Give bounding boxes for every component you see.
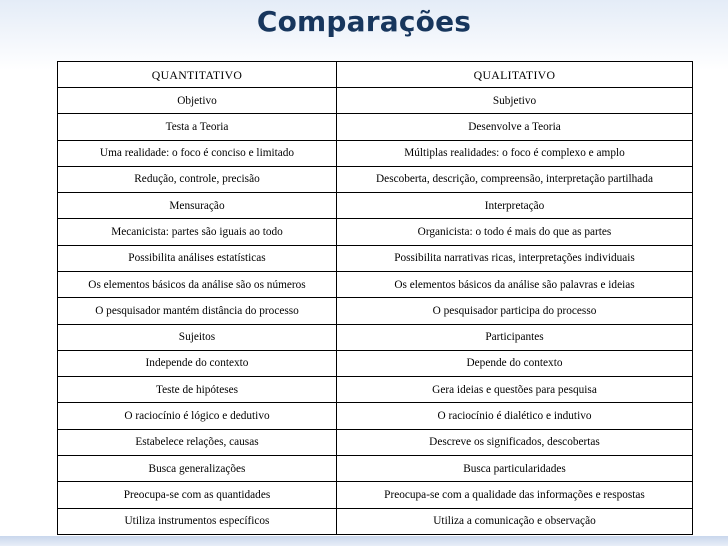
cell-quantitativo: Utiliza instrumentos específicos: [58, 508, 337, 535]
table-header-row: [58, 62, 693, 88]
cell-qualitativo: Depende do contexto: [337, 350, 693, 376]
cell-quantitativo: Teste de hipóteses: [58, 377, 337, 403]
cell-quantitativo: Uma realidade: o foco é conciso e limitado: [58, 140, 337, 166]
table-row: [58, 324, 693, 350]
cell-qualitativo: Organicista: o todo é mais do que as partes: [337, 219, 693, 245]
table-row: [58, 166, 693, 192]
cell-qualitativo: Gera ideias e questões para pesquisa: [337, 377, 693, 403]
header-qualitativo: QUALITATIVO: [337, 62, 693, 88]
cell-qualitativo: Interpretação: [337, 193, 693, 219]
table-row: [58, 403, 693, 429]
header-quantitativo: QUANTITATIVO: [58, 62, 337, 88]
cell-qualitativo: Os elementos básicos da análise são palavras e ideias: [337, 271, 693, 297]
table-row: [58, 350, 693, 376]
cell-quantitativo: Redução, controle, precisão: [58, 166, 337, 192]
bottom-decoration-band: [0, 536, 728, 546]
cell-qualitativo: Desenvolve a Teoria: [337, 114, 693, 140]
cell-qualitativo: O raciocínio é dialético e indutivo: [337, 403, 693, 429]
table-row: [58, 298, 693, 324]
cell-quantitativo: O raciocínio é lógico e dedutivo: [58, 403, 337, 429]
cell-qualitativo: O pesquisador participa do processo: [337, 298, 693, 324]
cell-quantitativo: Independe do contexto: [58, 350, 337, 376]
cell-qualitativo: Descreve os significados, descobertas: [337, 429, 693, 455]
table-row: [58, 482, 693, 508]
cell-qualitativo: Subjetivo: [337, 88, 693, 114]
cell-quantitativo: O pesquisador mantém distância do processo: [58, 298, 337, 324]
table-row: [58, 429, 693, 455]
table-row: [58, 377, 693, 403]
cell-quantitativo: Sujeitos: [58, 324, 337, 350]
cell-qualitativo: Utiliza a comunicação e observação: [337, 508, 693, 535]
cell-quantitativo: Objetivo: [58, 88, 337, 114]
cell-quantitativo: Mensuração: [58, 193, 337, 219]
cell-qualitativo: Descoberta, descrição, compreensão, interpretação partilhada: [337, 166, 693, 192]
table-row: [58, 219, 693, 245]
table-row: [58, 140, 693, 166]
cell-quantitativo: Testa a Teoria: [58, 114, 337, 140]
cell-quantitativo: Busca generalizações: [58, 455, 337, 481]
table-row: [58, 455, 693, 481]
table-row: [58, 271, 693, 297]
cell-quantitativo: Os elementos básicos da análise são os números: [58, 271, 337, 297]
table-row: [58, 88, 693, 114]
cell-quantitativo: Preocupa-se com as quantidades: [58, 482, 337, 508]
cell-qualitativo: Busca particularidades: [337, 455, 693, 481]
table-row: [58, 245, 693, 271]
table-row: [58, 508, 693, 535]
cell-quantitativo: Mecanicista: partes são iguais ao todo: [58, 219, 337, 245]
comparison-table: [57, 61, 693, 535]
cell-qualitativo: Possibilita narrativas ricas, interpretações individuais: [337, 245, 693, 271]
cell-qualitativo: Participantes: [337, 324, 693, 350]
cell-qualitativo: Múltiplas realidades: o foco é complexo e amplo: [337, 140, 693, 166]
table-row: [58, 114, 693, 140]
cell-quantitativo: Possibilita análises estatísticas: [58, 245, 337, 271]
slide-title: Comparações: [256, 5, 472, 38]
cell-qualitativo: Preocupa-se com a qualidade das informações e respostas: [337, 482, 693, 508]
cell-quantitativo: Estabelece relações, causas: [58, 429, 337, 455]
table-row: [58, 193, 693, 219]
